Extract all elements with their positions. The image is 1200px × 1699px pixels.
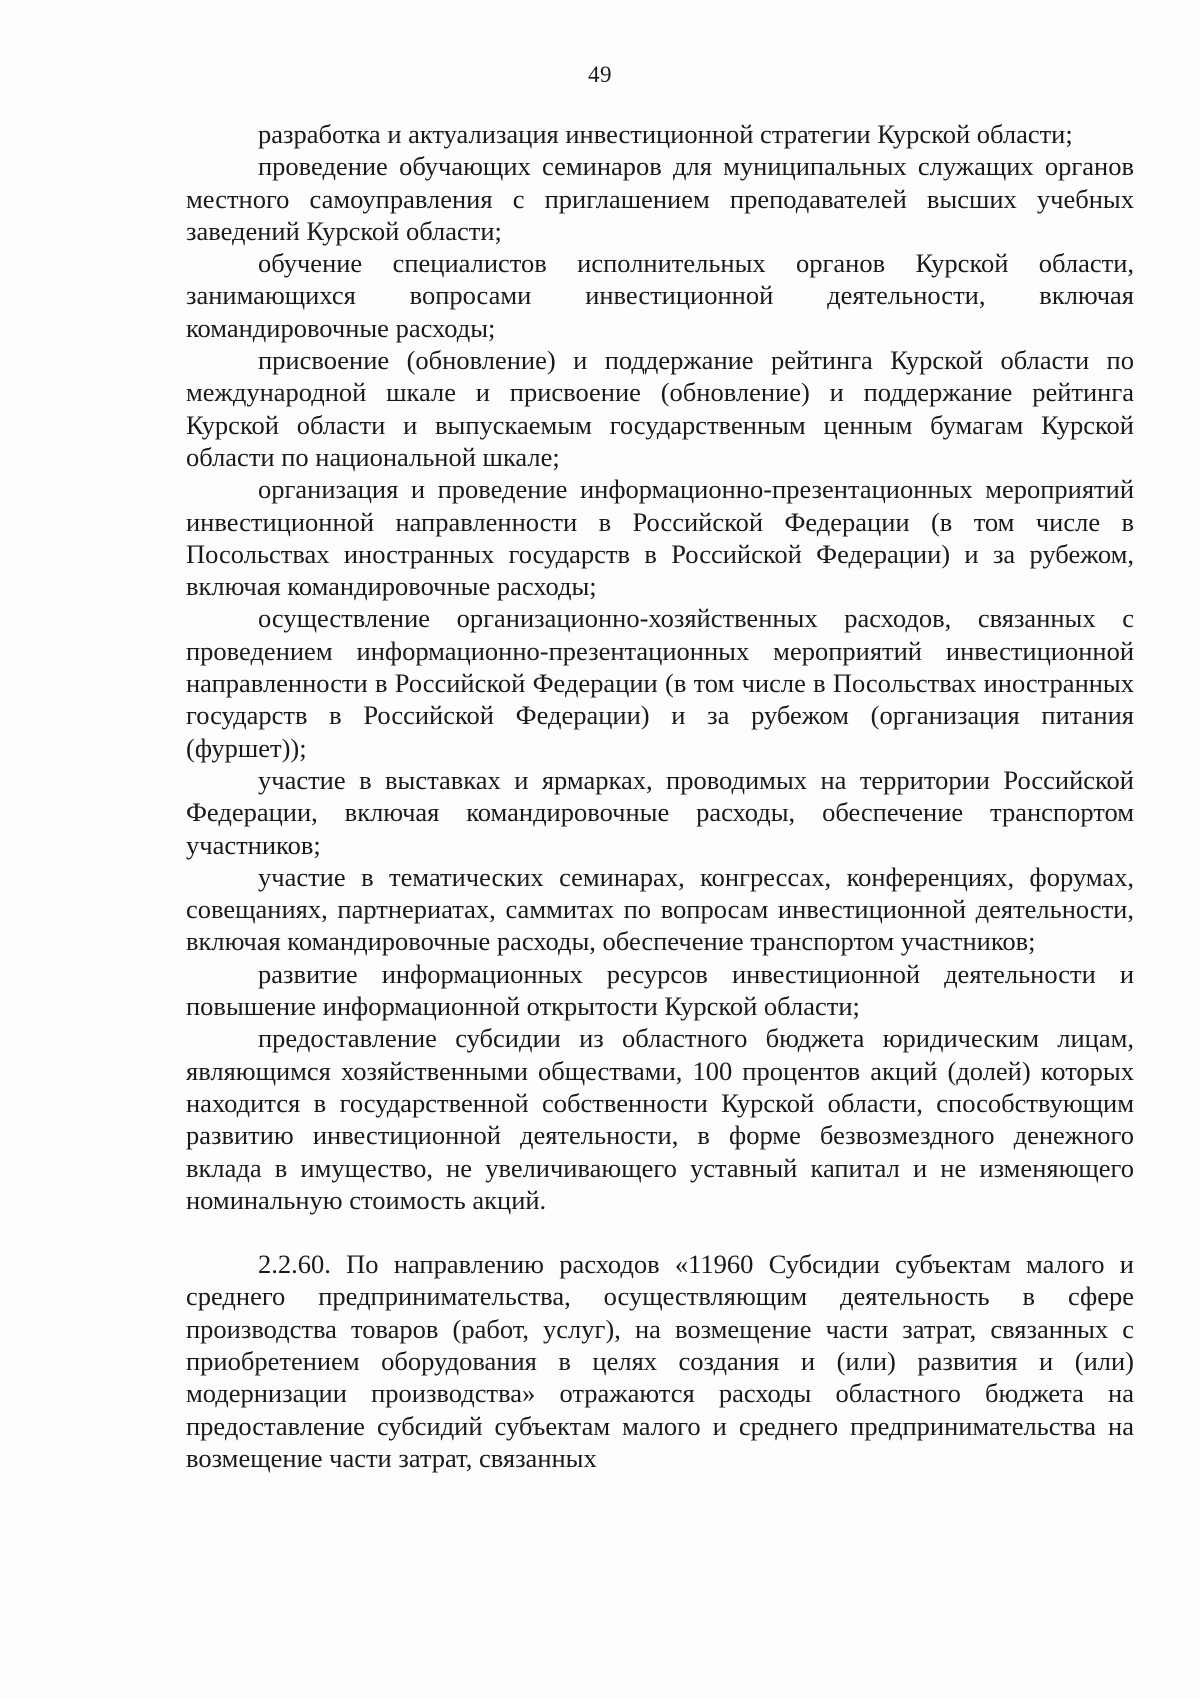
paragraph-training-seminars: проведение обучающих семинаров для муниципальных служащих органов местного самоуправления с приглашением преподавателей высших учебных заведений Курской области; bbox=[186, 151, 1134, 246]
page-number: 49 bbox=[588, 62, 612, 87]
document-body bbox=[186, 118, 1134, 1474]
paragraph-organizational-expenses: осуществление организационно-хозяйственных расходов, связанных с проведением информационно-презентационных мероприятий инвестиционной направленности в Российской Федерации (в том числе в Посольствах иностранных государств в Российской Федерации) и за рубежом (организация питания (фуршет)); bbox=[186, 603, 1134, 763]
section-2-2-60: 2.2.60. По направлению расходов «11960 Субсидии субъектам малого и среднего предпринимательства, осуществляющим деятельность в сфере производства товаров (работ, услуг), на возмещение части затрат, связанных с приобретением оборудования в целях создания и (или) развития и (или) модернизации производства» отражаются расходы областного бюджета на предоставление субсидий субъектам малого и среднего предпринимательства на возмещение части затрат, связанных bbox=[186, 1249, 1134, 1473]
paragraph-seminars-forums: участие в тематических семинарах, конгрессах, конференциях, форумах, совещаниях, партнериатах, саммитах по вопросам инвестиционной деятельности, включая командировочные расходы, обеспечение транспортом участников; bbox=[186, 861, 1134, 957]
paragraph-presentation-events: организация и проведение информационно-презентационных мероприятий инвестиционной направленности в Российской Федерации (в том числе в Посольствах иностранных государств в Российской Федерации) и за рубежом, включая командировочные расходы; bbox=[186, 474, 1134, 602]
paragraph-subsidy: предоставление субсидии из областного бюджета юридическим лицам, являющимся хозяйственными обществами, 100 процентов акций (долей) которых находится в государственной собственности Курской области, способствующим развитию инвестиционной деятельности, в форме безвозмездного денежного вклада в имущество, не увеличивающего уставный капитал и не изменяющего номинальную стоимость акций. bbox=[186, 1023, 1134, 1215]
paragraph-information-resources: развитие информационных ресурсов инвестиционной деятельности и повышение информационной открытости Курской области; bbox=[186, 958, 1134, 1022]
paragraph-credit-rating: присвоение (обновление) и поддержание рейтинга Курской области по международной шкале и присвоение (обновление) и поддержание рейтинга Курской области и выпускаемым государственным ценным бумагам Курской области по национальной шкале; bbox=[186, 345, 1134, 472]
paragraph-specialist-training: обучение специалистов исполнительных органов Курской области, занимающихся вопросами инвестиционной деятельности, включая командировочные расходы; bbox=[186, 248, 1134, 343]
paragraph-investment-strategy: разработка и актуализация инвестиционной стратегии Курской области; bbox=[258, 119, 1073, 149]
paragraph-exhibitions: участие в выставках и ярмарках, проводимых на территории Российской Федерации, включая командировочные расходы, обеспечение транспортом участников; bbox=[186, 764, 1134, 860]
